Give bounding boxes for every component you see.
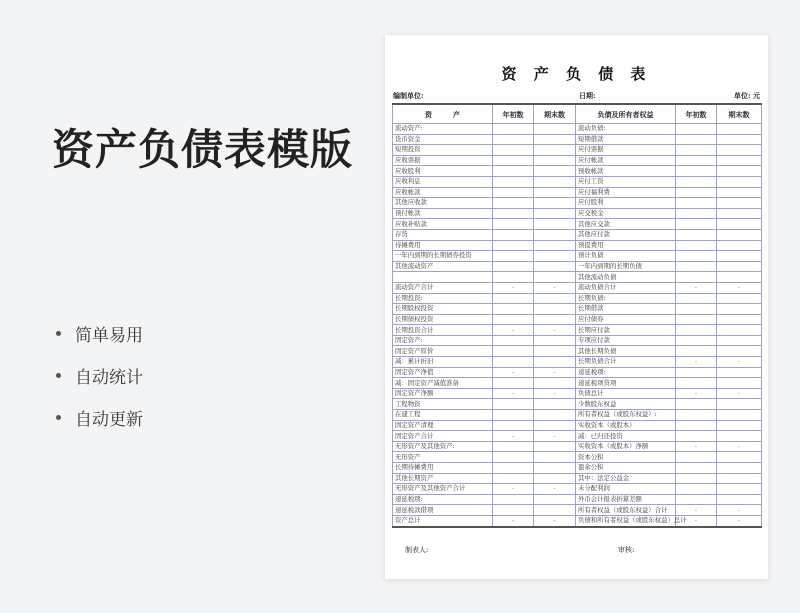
liability-cell: 其他流动负债 — [576, 272, 676, 283]
liability-end-cell: - — [717, 441, 762, 452]
asset-end-cell — [534, 452, 576, 463]
asset-cell: 应收股利 — [393, 166, 493, 177]
liability-cell: 流动负债: — [576, 124, 676, 135]
asset-begin-cell — [493, 261, 534, 272]
asset-begin-cell — [493, 505, 534, 516]
liability-begin-cell — [676, 484, 717, 495]
liability-cell: 应付工资 — [576, 176, 676, 187]
liability-begin-cell: - — [676, 388, 717, 399]
liability-cell: 应付帐款 — [576, 155, 676, 166]
liability-cell: 短期借款 — [576, 134, 676, 145]
table-row — [393, 282, 762, 293]
maker-label: 制表人: — [405, 546, 429, 554]
liability-begin-cell: - — [676, 357, 717, 368]
asset-begin-cell: - — [493, 388, 534, 399]
table-row — [393, 494, 762, 505]
asset-cell: 长期股权投资 — [393, 304, 493, 315]
unit-label: 编制单位: — [393, 91, 424, 100]
liability-begin-cell — [676, 325, 717, 336]
asset-end-cell — [534, 261, 576, 272]
table-row — [393, 463, 762, 474]
table-row — [393, 515, 762, 526]
liability-end-cell — [717, 410, 762, 421]
liability-cell: 实收资本（或股本） — [576, 420, 676, 431]
liability-end-cell — [717, 494, 762, 505]
asset-cell: 固定资产净值 — [393, 367, 493, 378]
asset-end-cell — [534, 473, 576, 484]
asset-end-cell: - — [534, 484, 576, 495]
table-row — [393, 155, 762, 166]
liability-begin-cell — [676, 346, 717, 357]
asset-begin-cell — [493, 335, 534, 346]
table-row — [393, 261, 762, 272]
liability-end-cell — [717, 293, 762, 304]
asset-cell: 固定资产: — [393, 335, 493, 346]
asset-cell: 其他长期资产 — [393, 473, 493, 484]
asset-end-cell — [534, 155, 576, 166]
liability-cell: 应付债券 — [576, 314, 676, 325]
liability-end-cell: - — [717, 388, 762, 399]
liability-cell: 盈余公积 — [576, 463, 676, 474]
asset-end-cell — [534, 304, 576, 315]
table-row — [393, 484, 762, 495]
asset-cell: 流动资产合计 — [393, 282, 493, 293]
liability-cell: 预计负债 — [576, 251, 676, 262]
asset-cell: 在建工程 — [393, 410, 493, 421]
feature-label: 自动统计 — [75, 367, 143, 388]
table-row — [393, 145, 762, 156]
asset-cell: 长期待摊费用 — [393, 463, 493, 474]
liability-begin-cell — [676, 198, 717, 209]
liability-end-cell — [717, 261, 762, 272]
liability-begin-cell — [676, 399, 717, 410]
document-preview — [385, 35, 768, 579]
liability-end-cell — [717, 367, 762, 378]
liability-begin-cell — [676, 335, 717, 346]
liability-cell: 其他长期负债 — [576, 346, 676, 357]
asset-begin-cell — [493, 272, 534, 283]
liability-cell: 减：已归还投资 — [576, 431, 676, 442]
liability-begin-cell — [676, 208, 717, 219]
asset-end-cell: - — [534, 282, 576, 293]
asset-begin-cell: - — [493, 484, 534, 495]
liability-begin-cell — [676, 124, 717, 135]
asset-end-cell — [534, 145, 576, 156]
liability-end-cell: - — [717, 515, 762, 526]
table-row — [393, 198, 762, 209]
liability-end-cell — [717, 145, 762, 156]
liability-begin-cell: - — [676, 441, 717, 452]
liability-cell: 实收资本（或股本）净额 — [576, 441, 676, 452]
asset-end-cell — [534, 176, 576, 187]
liability-end-cell — [717, 484, 762, 495]
table-row — [393, 314, 762, 325]
asset-end-cell — [534, 399, 576, 410]
liability-end-cell — [717, 304, 762, 315]
table-row — [393, 176, 762, 187]
asset-end-cell: - — [534, 325, 576, 336]
asset-cell: 应收补贴款 — [393, 219, 493, 230]
asset-begin-cell — [493, 134, 534, 145]
liability-begin-cell — [676, 452, 717, 463]
liability-end-cell — [717, 229, 762, 240]
feature-item — [56, 396, 143, 438]
asset-cell: 减：累计折旧 — [393, 357, 493, 368]
liability-begin-cell — [676, 378, 717, 389]
asset-begin-cell — [493, 229, 534, 240]
header-end: 期末数 — [717, 104, 762, 124]
liability-cell: 资本公积 — [576, 452, 676, 463]
asset-end-cell — [534, 219, 576, 230]
asset-end-cell — [534, 314, 576, 325]
asset-end-cell — [534, 229, 576, 240]
table-row — [393, 124, 762, 135]
header-end: 期末数 — [534, 104, 576, 124]
liability-cell: 长期负债: — [576, 293, 676, 304]
liability-end-cell — [717, 452, 762, 463]
liability-end-cell: - — [717, 282, 762, 293]
asset-begin-cell — [493, 304, 534, 315]
table-row — [393, 304, 762, 315]
asset-begin-cell — [493, 494, 534, 505]
asset-end-cell: - — [534, 367, 576, 378]
asset-begin-cell: - — [493, 282, 534, 293]
balance-sheet-table — [392, 103, 762, 528]
asset-begin-cell: - — [493, 325, 534, 336]
asset-begin-cell — [493, 473, 534, 484]
liability-end-cell — [717, 240, 762, 251]
liability-begin-cell — [676, 293, 717, 304]
table-row — [393, 357, 762, 368]
table-row — [393, 410, 762, 421]
document-title: 资 产 负 债 表 — [501, 65, 652, 83]
liability-end-cell — [717, 219, 762, 230]
asset-begin-cell: - — [493, 367, 534, 378]
liability-begin-cell — [676, 176, 717, 187]
currency-label: 单位: 元 — [733, 91, 760, 100]
liability-begin-cell: - — [676, 505, 717, 516]
liability-begin-cell — [676, 431, 717, 442]
asset-begin-cell — [493, 240, 534, 251]
liability-end-cell: - — [717, 505, 762, 516]
asset-end-cell — [534, 441, 576, 452]
asset-begin-cell — [493, 357, 534, 368]
asset-end-cell — [534, 166, 576, 177]
liability-begin-cell: - — [676, 282, 717, 293]
asset-begin-cell — [493, 293, 534, 304]
asset-cell: 流动资产: — [393, 124, 493, 135]
asset-cell: 无形资产 — [393, 452, 493, 463]
asset-begin-cell — [493, 166, 534, 177]
table-row — [393, 240, 762, 251]
liability-begin-cell — [676, 187, 717, 198]
bullet-icon — [56, 331, 61, 336]
liability-begin-cell — [676, 219, 717, 230]
asset-begin-cell — [493, 187, 534, 198]
asset-cell: 预付帐款 — [393, 208, 493, 219]
liability-cell: 其中：法定公益金 — [576, 473, 676, 484]
asset-cell: 长期债权投资 — [393, 314, 493, 325]
asset-cell: 资产总计 — [393, 515, 493, 526]
liability-begin-cell: - — [676, 515, 717, 526]
liability-cell: 递延税项: — [576, 367, 676, 378]
asset-end-cell — [534, 463, 576, 474]
feature-item — [56, 312, 143, 354]
asset-cell: 递延税款借项 — [393, 505, 493, 516]
asset-end-cell — [534, 134, 576, 145]
asset-cell: 一年内到期的长期债券投资 — [393, 251, 493, 262]
asset-end-cell — [534, 187, 576, 198]
liability-cell: 一年内到期的长期负债 — [576, 261, 676, 272]
header-begin: 年初数 — [676, 104, 717, 124]
asset-begin-cell — [493, 198, 534, 209]
asset-cell: 存货 — [393, 229, 493, 240]
checker-label: 审核: — [618, 546, 635, 554]
asset-begin-cell — [493, 399, 534, 410]
liability-begin-cell — [676, 155, 717, 166]
liability-end-cell — [717, 124, 762, 135]
asset-end-cell: - — [534, 515, 576, 526]
asset-cell: 递延税项: — [393, 494, 493, 505]
liability-begin-cell — [676, 410, 717, 421]
liability-cell: 负债总计 — [576, 388, 676, 399]
asset-begin-cell — [493, 452, 534, 463]
liability-begin-cell — [676, 463, 717, 474]
liability-end-cell — [717, 176, 762, 187]
asset-begin-cell — [493, 410, 534, 421]
table-row — [393, 293, 762, 304]
table-header-row — [393, 104, 762, 124]
liability-end-cell: - — [717, 357, 762, 368]
liability-end-cell — [717, 346, 762, 357]
asset-cell: 短期投资 — [393, 145, 493, 156]
table-row — [393, 367, 762, 378]
table-row — [393, 505, 762, 516]
liability-cell: 负债和所有者权益（或股东权益）总计 — [576, 515, 676, 526]
liability-cell: 长期负债合计 — [576, 357, 676, 368]
asset-cell: 固定资产净额 — [393, 388, 493, 399]
asset-end-cell — [534, 335, 576, 346]
asset-cell: 应收利息 — [393, 176, 493, 187]
asset-begin-cell — [493, 441, 534, 452]
liability-cell: 所有者权益（或股东权益）: — [576, 410, 676, 421]
liability-end-cell — [717, 420, 762, 431]
liability-end-cell — [717, 187, 762, 198]
liability-begin-cell — [676, 314, 717, 325]
asset-end-cell: - — [534, 388, 576, 399]
asset-end-cell — [534, 240, 576, 251]
liability-end-cell — [717, 335, 762, 346]
liability-end-cell — [717, 134, 762, 145]
liability-end-cell — [717, 251, 762, 262]
asset-begin-cell: - — [493, 515, 534, 526]
asset-begin-cell — [493, 251, 534, 262]
liability-begin-cell — [676, 420, 717, 431]
liability-end-cell — [717, 314, 762, 325]
liability-cell: 长期借款 — [576, 304, 676, 315]
asset-cell: 减：固定资产减值准备 — [393, 378, 493, 389]
table-row — [393, 208, 762, 219]
asset-cell: 其他应收款 — [393, 198, 493, 209]
asset-end-cell — [534, 208, 576, 219]
liability-end-cell — [717, 272, 762, 283]
asset-end-cell — [534, 357, 576, 368]
liability-begin-cell — [676, 229, 717, 240]
liability-cell: 其他应付款 — [576, 229, 676, 240]
liability-cell: 预收帐款 — [576, 166, 676, 177]
liability-begin-cell — [676, 261, 717, 272]
liability-cell: 应交税金 — [576, 208, 676, 219]
table-row — [393, 335, 762, 346]
asset-end-cell — [534, 293, 576, 304]
table-row — [393, 441, 762, 452]
table-row — [393, 431, 762, 442]
asset-begin-cell — [493, 208, 534, 219]
table-row — [393, 346, 762, 357]
header-assets: 资 产 — [393, 104, 493, 124]
feature-label: 简单易用 — [75, 325, 143, 346]
bullet-icon — [56, 373, 61, 378]
liability-cell: 所有者权益（或股东权益）合计 — [576, 505, 676, 516]
asset-cell: 工程物资 — [393, 399, 493, 410]
header-begin: 年初数 — [493, 104, 534, 124]
bullet-icon — [56, 415, 61, 420]
asset-end-cell — [534, 505, 576, 516]
liability-begin-cell — [676, 272, 717, 283]
document-meta — [393, 91, 760, 103]
header-liabilities: 负债及所有者权益 — [576, 104, 676, 124]
asset-end-cell — [534, 251, 576, 262]
asset-cell — [393, 272, 493, 283]
liability-end-cell — [717, 166, 762, 177]
liability-begin-cell — [676, 494, 717, 505]
liability-begin-cell — [676, 304, 717, 315]
liability-end-cell — [717, 473, 762, 484]
asset-end-cell — [534, 378, 576, 389]
asset-cell: 固定资产原价 — [393, 346, 493, 357]
liability-end-cell — [717, 431, 762, 442]
liability-end-cell — [717, 399, 762, 410]
asset-end-cell — [534, 272, 576, 283]
table-row — [393, 219, 762, 230]
liability-cell: 少数股东权益 — [576, 399, 676, 410]
liability-end-cell — [717, 155, 762, 166]
liability-cell: 应付票据 — [576, 145, 676, 156]
asset-cell: 无形资产及其他资产: — [393, 441, 493, 452]
liability-begin-cell — [676, 134, 717, 145]
asset-begin-cell — [493, 346, 534, 357]
liability-begin-cell — [676, 145, 717, 156]
liability-begin-cell — [676, 166, 717, 177]
liability-end-cell — [717, 378, 762, 389]
asset-cell: 应收票据 — [393, 155, 493, 166]
liability-end-cell — [717, 198, 762, 209]
asset-cell: 待摊费用 — [393, 240, 493, 251]
table-row — [393, 166, 762, 177]
liability-cell: 未分配利润 — [576, 484, 676, 495]
asset-begin-cell — [493, 124, 534, 135]
liability-cell: 流动负债合计 — [576, 282, 676, 293]
feature-item — [56, 354, 143, 396]
liability-cell: 专项应付款 — [576, 335, 676, 346]
table-row — [393, 388, 762, 399]
feature-list — [56, 312, 143, 438]
liability-end-cell — [717, 325, 762, 336]
asset-begin-cell — [493, 378, 534, 389]
asset-cell: 其他流动资产 — [393, 261, 493, 272]
liability-end-cell — [717, 463, 762, 474]
liability-end-cell — [717, 208, 762, 219]
table-row — [393, 325, 762, 336]
liability-cell: 递延税项贷项 — [576, 378, 676, 389]
asset-end-cell — [534, 124, 576, 135]
asset-end-cell — [534, 494, 576, 505]
page-title: 资产负债表模版 — [52, 125, 354, 174]
table-row — [393, 272, 762, 283]
asset-begin-cell — [493, 176, 534, 187]
asset-begin-cell — [493, 314, 534, 325]
feature-label: 自动更新 — [75, 409, 143, 430]
liability-begin-cell — [676, 251, 717, 262]
asset-end-cell: - — [534, 431, 576, 442]
asset-end-cell — [534, 420, 576, 431]
liability-cell: 长期应付款 — [576, 325, 676, 336]
table-body — [393, 124, 762, 527]
liability-cell: 预提费用 — [576, 240, 676, 251]
liability-cell: 外币会计报表折算差额 — [576, 494, 676, 505]
liability-begin-cell — [676, 240, 717, 251]
liability-cell: 应付股利 — [576, 198, 676, 209]
asset-end-cell — [534, 410, 576, 421]
asset-begin-cell — [493, 219, 534, 230]
liability-begin-cell — [676, 367, 717, 378]
date-label: 日期: — [579, 91, 596, 100]
asset-begin-cell — [493, 420, 534, 431]
asset-cell: 货币资金 — [393, 134, 493, 145]
asset-end-cell — [534, 198, 576, 209]
asset-cell: 应收帐款 — [393, 187, 493, 198]
table-row — [393, 251, 762, 262]
table-row — [393, 187, 762, 198]
liability-cell: 应付福利费 — [576, 187, 676, 198]
liability-cell: 其他应交款 — [576, 219, 676, 230]
asset-begin-cell — [493, 155, 534, 166]
table-row — [393, 134, 762, 145]
asset-begin-cell: - — [493, 431, 534, 442]
asset-begin-cell — [493, 463, 534, 474]
table-row — [393, 420, 762, 431]
asset-cell: 固定资产清理 — [393, 420, 493, 431]
table-row — [393, 452, 762, 463]
asset-begin-cell — [493, 145, 534, 156]
asset-cell: 固定资产合计 — [393, 431, 493, 442]
liability-begin-cell — [676, 473, 717, 484]
table-row — [393, 399, 762, 410]
asset-cell: 无形资产及其他资产合计 — [393, 484, 493, 495]
table-row — [393, 229, 762, 240]
asset-cell: 长期投资合计 — [393, 325, 493, 336]
asset-cell: 长期投资: — [393, 293, 493, 304]
table-row — [393, 473, 762, 484]
table-row — [393, 378, 762, 389]
asset-end-cell — [534, 346, 576, 357]
